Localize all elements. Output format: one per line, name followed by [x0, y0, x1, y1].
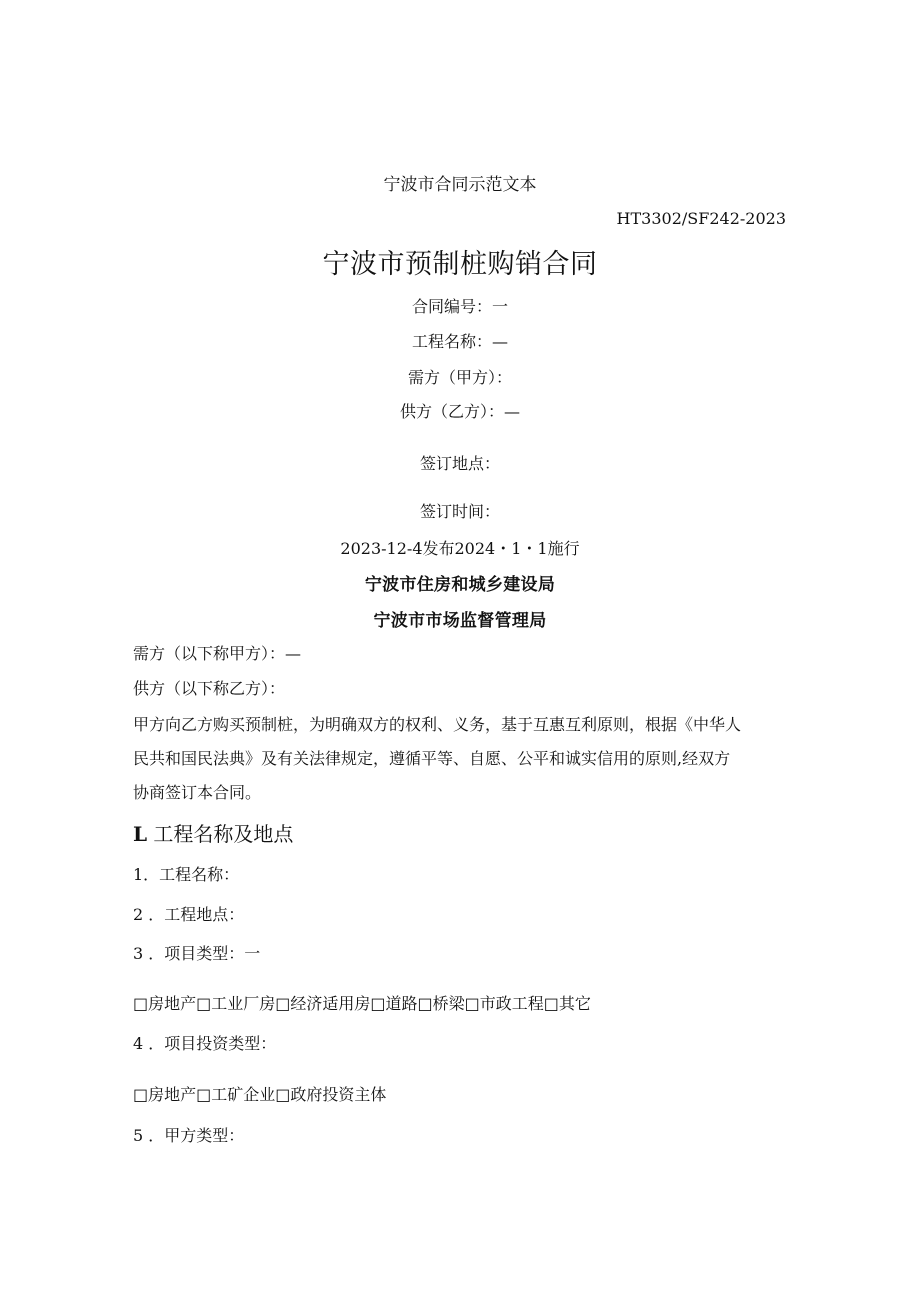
buyer-field: 需方（甲方）：	[407, 368, 512, 387]
supplier-field: 供方（乙方）：—	[399, 402, 520, 421]
item-buyer-type: 5 ．甲方类型：	[133, 1126, 245, 1145]
intro-line: 协商签订本合同。	[133, 783, 262, 802]
document-code: HT3302/SF242-2023	[616, 209, 786, 228]
section-marker: L	[133, 822, 148, 846]
party-b-line: 供方（以下称乙方）：	[133, 679, 286, 698]
series-title: 宁波市合同示范文本	[383, 175, 537, 195]
intro-line: 民共和国民法典》及有关法律规定，遵循平等、自愿、公平和诚实信用的原则,经双方	[133, 749, 731, 768]
signing-time-field: 签订时间：	[419, 502, 500, 521]
publish-line: 2023-12-4发布2024・1・1施行	[340, 539, 580, 558]
project-name-field: 工程名称：—	[411, 332, 508, 351]
item-project-type: 3 ．项目类型：一	[133, 944, 261, 963]
intro-paragraph	[133, 708, 783, 810]
issuer-market-bureau: 宁波市市场监督管理局	[373, 611, 547, 631]
issuer-housing-bureau: 宁波市住房和城乡建设局	[364, 575, 556, 595]
section-heading	[133, 818, 293, 847]
section-title: 工程名称及地点	[153, 822, 294, 846]
party-a-line: 需方（以下称甲方）：—	[133, 644, 302, 663]
contract-number-field: 合同编号：一	[411, 297, 508, 316]
signing-place-field: 签订地点：	[419, 454, 500, 473]
item-investment-type: 4 ．项目投资类型：	[133, 1034, 277, 1053]
intro-line: 甲方向乙方购买预制桩，为明确双方的权利、义务，基于互惠互利原则，根据《中华人	[133, 715, 742, 734]
investment-type-options: □房地产□工矿企业□政府投资主体	[133, 1085, 387, 1104]
item-project-name: 1．工程名称：	[133, 865, 240, 884]
project-type-options: □房地产□工业厂房□经济适用房□道路□桥梁□市政工程□其它	[133, 994, 591, 1013]
contract-title: 宁波市预制桩购销合同	[322, 249, 598, 280]
item-project-location: 2 ．工程地点：	[133, 905, 245, 924]
